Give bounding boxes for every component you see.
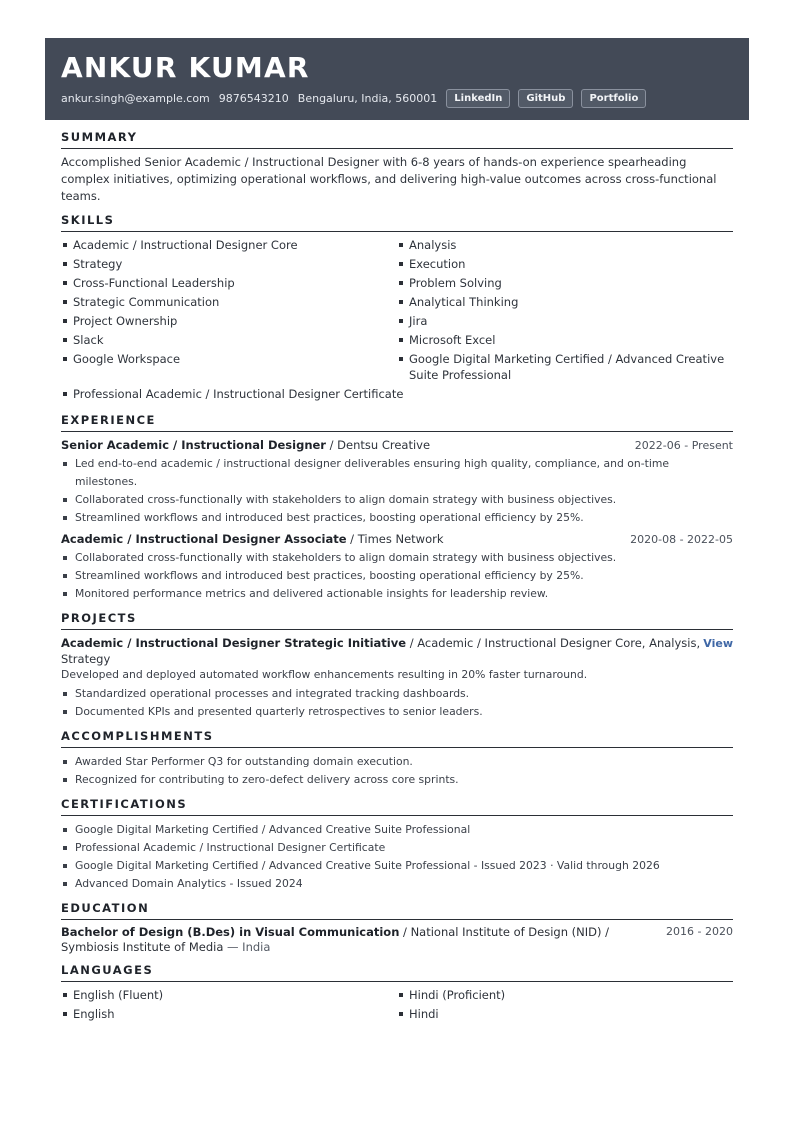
section-title: SUMMARY (61, 130, 733, 149)
list-item: Advanced Domain Analytics - Issued 2024 (61, 875, 733, 893)
skill-item: Strategic Communication (61, 294, 397, 310)
job-dates: 2020-08 - 2022-05 (630, 533, 733, 546)
job-company: / Times Network (346, 532, 444, 546)
section-title: PROJECTS (61, 611, 733, 630)
section-title: EDUCATION (61, 901, 733, 920)
languages-column-right (397, 987, 733, 1025)
skills-column-left (61, 237, 397, 386)
certifications-section (61, 797, 733, 893)
phone-text: 9876543210 (218, 92, 289, 105)
education-section (61, 901, 733, 955)
list-item: Awarded Star Performer Q3 for outstanding domain execution. (61, 753, 733, 771)
projects-section (61, 611, 733, 721)
skills-section (61, 213, 733, 405)
skills-grid (61, 237, 733, 405)
job-header (61, 531, 733, 547)
certification-list (61, 821, 733, 893)
project-description: Developed and deployed automated workflow enhancements resulting in 20% faster turnaround. (61, 668, 588, 681)
experience-section (61, 413, 733, 603)
list-item: Google Digital Marketing Certified / Advanced Creative Suite Professional - Issued 2023 · Valid through 2026 (61, 857, 733, 875)
job-dates: 2022-06 - Present (634, 439, 733, 452)
accomplishment-list (61, 753, 733, 789)
section-title: EXPERIENCE (61, 413, 733, 432)
section-title: LANGUAGES (61, 963, 733, 982)
list-item: Led end-to-end academic / instructional designer deliverables ensuring high quality, compliance, and on-time milestones. (61, 455, 733, 491)
email-text: ankur.singh@example.com (61, 92, 210, 105)
job-role: Academic / Instructional Designer Associate (61, 532, 347, 546)
accomplishments-section (61, 729, 733, 789)
skill-item: Problem Solving (397, 275, 733, 291)
languages-column-left (61, 987, 397, 1025)
degree-name: Bachelor of Design (B.Des) in Visual Communication (61, 925, 400, 939)
list-item: Google Digital Marketing Certified / Advanced Creative Suite Professional (61, 821, 733, 839)
skill-item: Execution (397, 256, 733, 272)
languages-section (61, 963, 733, 1025)
project-name: Academic / Instructional Designer Strategic Initiative (61, 636, 407, 650)
school-name: / National Institute of Design (NID) / Symbiosis Institute of Media (61, 925, 610, 954)
skill-item: Slack (61, 332, 397, 348)
job-header (61, 437, 733, 453)
job-bullets (61, 455, 733, 527)
linkedin-link[interactable]: LinkedIn (446, 89, 510, 108)
skill-item: Project Ownership (61, 313, 397, 329)
list-item: Streamlined workflows and introduced best practices, boosting operational efficiency by 25%. (61, 509, 733, 527)
contact-row (61, 89, 733, 108)
skill-item: Academic / Instructional Designer Core (61, 237, 397, 253)
list-item: Collaborated cross-functionally with stakeholders to align domain strategy with business objectives. (61, 549, 733, 567)
list-item: Standardized operational processes and integrated tracking dashboards. (61, 685, 733, 703)
skills-column-right (397, 237, 733, 386)
language-item: Hindi (Proficient) (397, 987, 733, 1003)
skill-item: Strategy (61, 256, 397, 272)
languages-grid (61, 987, 733, 1025)
section-title: ACCOMPLISHMENTS (61, 729, 733, 748)
section-title: SKILLS (61, 213, 733, 232)
job-entry (61, 437, 733, 527)
github-link[interactable]: GitHub (518, 89, 573, 108)
portfolio-link[interactable]: Portfolio (581, 89, 646, 108)
language-item: English (Fluent) (61, 987, 397, 1003)
skill-item: Cross-Functional Leadership (61, 275, 397, 291)
job-bullets (61, 549, 733, 603)
list-item: Streamlined workflows and introduced best practices, boosting operational efficiency by 25%. (61, 567, 733, 585)
skill-item: Analytical Thinking (397, 294, 733, 310)
job-role: Senior Academic / Instructional Designer (61, 438, 326, 452)
resume-body (61, 130, 733, 1033)
project-bullets (61, 685, 733, 721)
skill-item: Analysis (397, 237, 733, 253)
summary-text: Accomplished Senior Academic / Instructional Designer with 6-8 years of hands-on experience spearheading complex initiatives, optimizing operational workflows, and delivering high-value outcomes across cross-functional teams. (61, 155, 717, 203)
skill-item: Microsoft Excel (397, 332, 733, 348)
resume-header (45, 38, 749, 120)
location-text: Bengaluru, India, 560001 (297, 92, 438, 105)
list-item: Professional Academic / Instructional Designer Certificate (61, 839, 733, 857)
education-dates: 2016 - 2020 (666, 925, 733, 938)
school-location: — India (223, 940, 271, 954)
job-entry (61, 531, 733, 603)
skill-item: Google Workspace (61, 351, 397, 367)
section-title: CERTIFICATIONS (61, 797, 733, 816)
project-header (61, 635, 733, 667)
summary-section (61, 130, 733, 205)
language-item: English (61, 1006, 397, 1022)
language-item: Hindi (397, 1006, 733, 1022)
project-tech: / Academic / Instructional Designer Core, Analysis, Strategy (61, 636, 701, 666)
skill-item: Google Digital Marketing Certified / Advanced Creative Suite Professional (397, 351, 733, 383)
skill-item: Jira (397, 313, 733, 329)
list-item: Collaborated cross-functionally with stakeholders to align domain strategy with business objectives. (61, 491, 733, 509)
project-view-link[interactable]: View (703, 637, 733, 650)
list-item: Recognized for contributing to zero-defect delivery across core sprints. (61, 771, 733, 789)
education-entry (61, 925, 733, 955)
list-item: Documented KPIs and presented quarterly retrospectives to senior leaders. (61, 703, 733, 721)
job-company: / Dentsu Creative (325, 438, 431, 452)
list-item: Monitored performance metrics and delivered actionable insights for leadership review. (61, 585, 733, 603)
candidate-name: ANKUR KUMAR (61, 51, 310, 84)
skill-item: Professional Academic / Instructional Designer Certificate (61, 386, 733, 402)
